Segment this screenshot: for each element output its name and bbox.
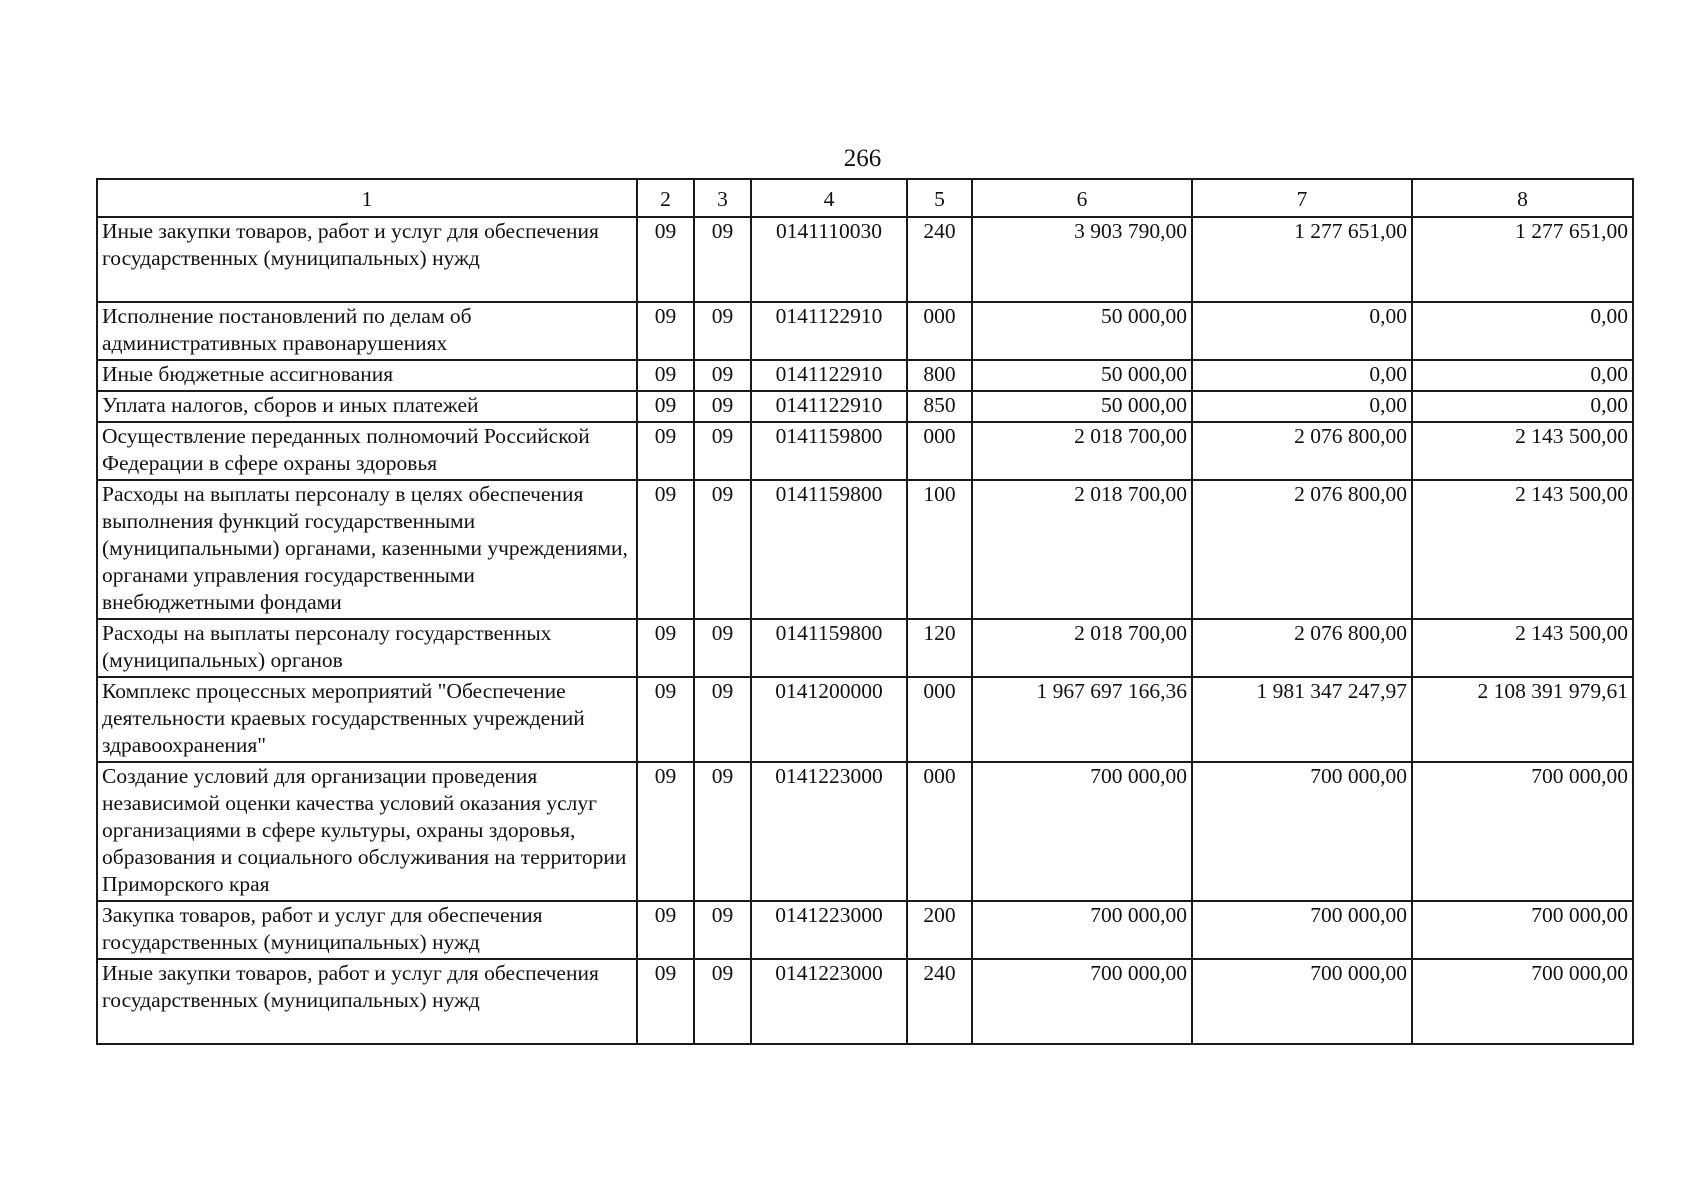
table-row [97, 959, 1633, 1044]
section-code-cell: 09 [637, 901, 694, 959]
table-row [97, 619, 1633, 677]
section-code-cell: 09 [637, 360, 694, 391]
subsection-code-cell: 09 [694, 422, 751, 480]
column-header: 1 [97, 179, 637, 217]
column-header: 2 [637, 179, 694, 217]
amount-col-7-cell: 1 981 347 247,97 [1192, 677, 1412, 762]
subsection-code-cell: 09 [694, 302, 751, 360]
column-header: 5 [907, 179, 972, 217]
subsection-code-cell: 09 [694, 619, 751, 677]
expense-type-cell: 000 [907, 302, 972, 360]
target-article-cell: 0141159800 [751, 422, 907, 480]
amount-col-7-cell: 2 076 800,00 [1192, 422, 1412, 480]
row-name-cell: Закупка товаров, работ и услуг для обеспечения государственных (муниципальных) нужд [97, 901, 637, 959]
expense-type-cell: 200 [907, 901, 972, 959]
table-row [97, 217, 1633, 302]
section-code-cell: 09 [637, 217, 694, 302]
expense-type-cell: 000 [907, 677, 972, 762]
column-header: 6 [972, 179, 1192, 217]
section-code-cell: 09 [637, 422, 694, 480]
amount-col-7-cell: 0,00 [1192, 360, 1412, 391]
amount-col-7-cell: 0,00 [1192, 391, 1412, 422]
amount-col-6-cell: 700 000,00 [972, 901, 1192, 959]
expense-type-cell: 240 [907, 959, 972, 1044]
amount-col-7-cell: 2 076 800,00 [1192, 480, 1412, 619]
amount-col-6-cell: 700 000,00 [972, 959, 1192, 1044]
section-code-cell: 09 [637, 677, 694, 762]
expense-type-cell: 120 [907, 619, 972, 677]
table-row [97, 391, 1633, 422]
subsection-code-cell: 09 [694, 901, 751, 959]
section-code-cell: 09 [637, 762, 694, 901]
amount-col-7-cell: 700 000,00 [1192, 959, 1412, 1044]
amount-col-8-cell: 0,00 [1412, 360, 1633, 391]
column-header: 8 [1412, 179, 1633, 217]
amount-col-8-cell: 700 000,00 [1412, 901, 1633, 959]
section-code-cell: 09 [637, 480, 694, 619]
amount-col-6-cell: 50 000,00 [972, 391, 1192, 422]
amount-col-8-cell: 2 108 391 979,61 [1412, 677, 1633, 762]
page-number: 266 [843, 145, 882, 172]
target-article-cell: 0141223000 [751, 762, 907, 901]
row-name-cell: Комплекс процессных мероприятий "Обеспечение деятельности краевых государственных учреждений здравоохранения" [97, 677, 637, 762]
subsection-code-cell: 09 [694, 217, 751, 302]
section-code-cell: 09 [637, 959, 694, 1044]
section-code-cell: 09 [637, 302, 694, 360]
amount-col-7-cell: 1 277 651,00 [1192, 217, 1412, 302]
amount-col-7-cell: 2 076 800,00 [1192, 619, 1412, 677]
amount-col-8-cell: 2 143 500,00 [1412, 619, 1633, 677]
subsection-code-cell: 09 [694, 391, 751, 422]
amount-col-6-cell: 50 000,00 [972, 302, 1192, 360]
amount-col-8-cell: 700 000,00 [1412, 959, 1633, 1044]
amount-col-8-cell: 700 000,00 [1412, 762, 1633, 901]
table-row [97, 302, 1633, 360]
section-code-cell: 09 [637, 619, 694, 677]
amount-col-8-cell: 2 143 500,00 [1412, 422, 1633, 480]
table-header-row [97, 179, 1633, 217]
expense-type-cell: 240 [907, 217, 972, 302]
target-article-cell: 0141159800 [751, 480, 907, 619]
subsection-code-cell: 09 [694, 480, 751, 619]
subsection-code-cell: 09 [694, 959, 751, 1044]
target-article-cell: 0141122910 [751, 360, 907, 391]
amount-col-6-cell: 2 018 700,00 [972, 619, 1192, 677]
section-code-cell: 09 [637, 391, 694, 422]
expense-type-cell: 000 [907, 422, 972, 480]
amount-col-6-cell: 3 903 790,00 [972, 217, 1192, 302]
amount-col-7-cell: 700 000,00 [1192, 901, 1412, 959]
target-article-cell: 0141223000 [751, 901, 907, 959]
target-article-cell: 0141223000 [751, 959, 907, 1044]
row-name-cell: Осуществление переданных полномочий Российской Федерации в сфере охраны здоровья [97, 422, 637, 480]
amount-col-8-cell: 0,00 [1412, 391, 1633, 422]
row-name-cell: Иные закупки товаров, работ и услуг для обеспечения государственных (муниципальных) нужд [97, 959, 637, 1044]
amount-col-6-cell: 1 967 697 166,36 [972, 677, 1192, 762]
amount-col-6-cell: 2 018 700,00 [972, 480, 1192, 619]
target-article-cell: 0141122910 [751, 391, 907, 422]
row-name-cell: Иные закупки товаров, работ и услуг для обеспечения государственных (муниципальных) нужд [97, 217, 637, 302]
table-row [97, 677, 1633, 762]
subsection-code-cell: 09 [694, 360, 751, 391]
amount-col-6-cell: 50 000,00 [972, 360, 1192, 391]
row-name-cell: Исполнение постановлений по делам об административных правонарушениях [97, 302, 637, 360]
target-article-cell: 0141110030 [751, 217, 907, 302]
table-row [97, 360, 1633, 391]
row-name-cell: Иные бюджетные ассигнования [97, 360, 637, 391]
table-row [97, 901, 1633, 959]
table-row [97, 422, 1633, 480]
amount-col-8-cell: 1 277 651,00 [1412, 217, 1633, 302]
amount-col-6-cell: 2 018 700,00 [972, 422, 1192, 480]
expense-type-cell: 850 [907, 391, 972, 422]
row-name-cell: Расходы на выплаты персоналу государственных (муниципальных) органов [97, 619, 637, 677]
target-article-cell: 0141122910 [751, 302, 907, 360]
amount-col-8-cell: 0,00 [1412, 302, 1633, 360]
column-header: 4 [751, 179, 907, 217]
budget-table [96, 178, 1634, 1045]
target-article-cell: 0141200000 [751, 677, 907, 762]
amount-col-6-cell: 700 000,00 [972, 762, 1192, 901]
subsection-code-cell: 09 [694, 762, 751, 901]
amount-col-8-cell: 2 143 500,00 [1412, 480, 1633, 619]
target-article-cell: 0141159800 [751, 619, 907, 677]
table-row [97, 480, 1633, 619]
subsection-code-cell: 09 [694, 677, 751, 762]
column-header: 7 [1192, 179, 1412, 217]
expense-type-cell: 800 [907, 360, 972, 391]
expense-type-cell: 100 [907, 480, 972, 619]
row-name-cell: Расходы на выплаты персоналу в целях обеспечения выполнения функций государственными (муниципальными) органами, казенными учреждениями, органами управления государственными внебюджетными фондами [97, 480, 637, 619]
amount-col-7-cell: 0,00 [1192, 302, 1412, 360]
expense-type-cell: 000 [907, 762, 972, 901]
amount-col-7-cell: 700 000,00 [1192, 762, 1412, 901]
column-header: 3 [694, 179, 751, 217]
row-name-cell: Создание условий для организации проведения независимой оценки качества условий оказания услуг организациями в сфере культуры, охраны здоровья, образования и социального обслуживания на территории Приморского края [97, 762, 637, 901]
row-name-cell: Уплата налогов, сборов и иных платежей [97, 391, 637, 422]
table-row [97, 762, 1633, 901]
